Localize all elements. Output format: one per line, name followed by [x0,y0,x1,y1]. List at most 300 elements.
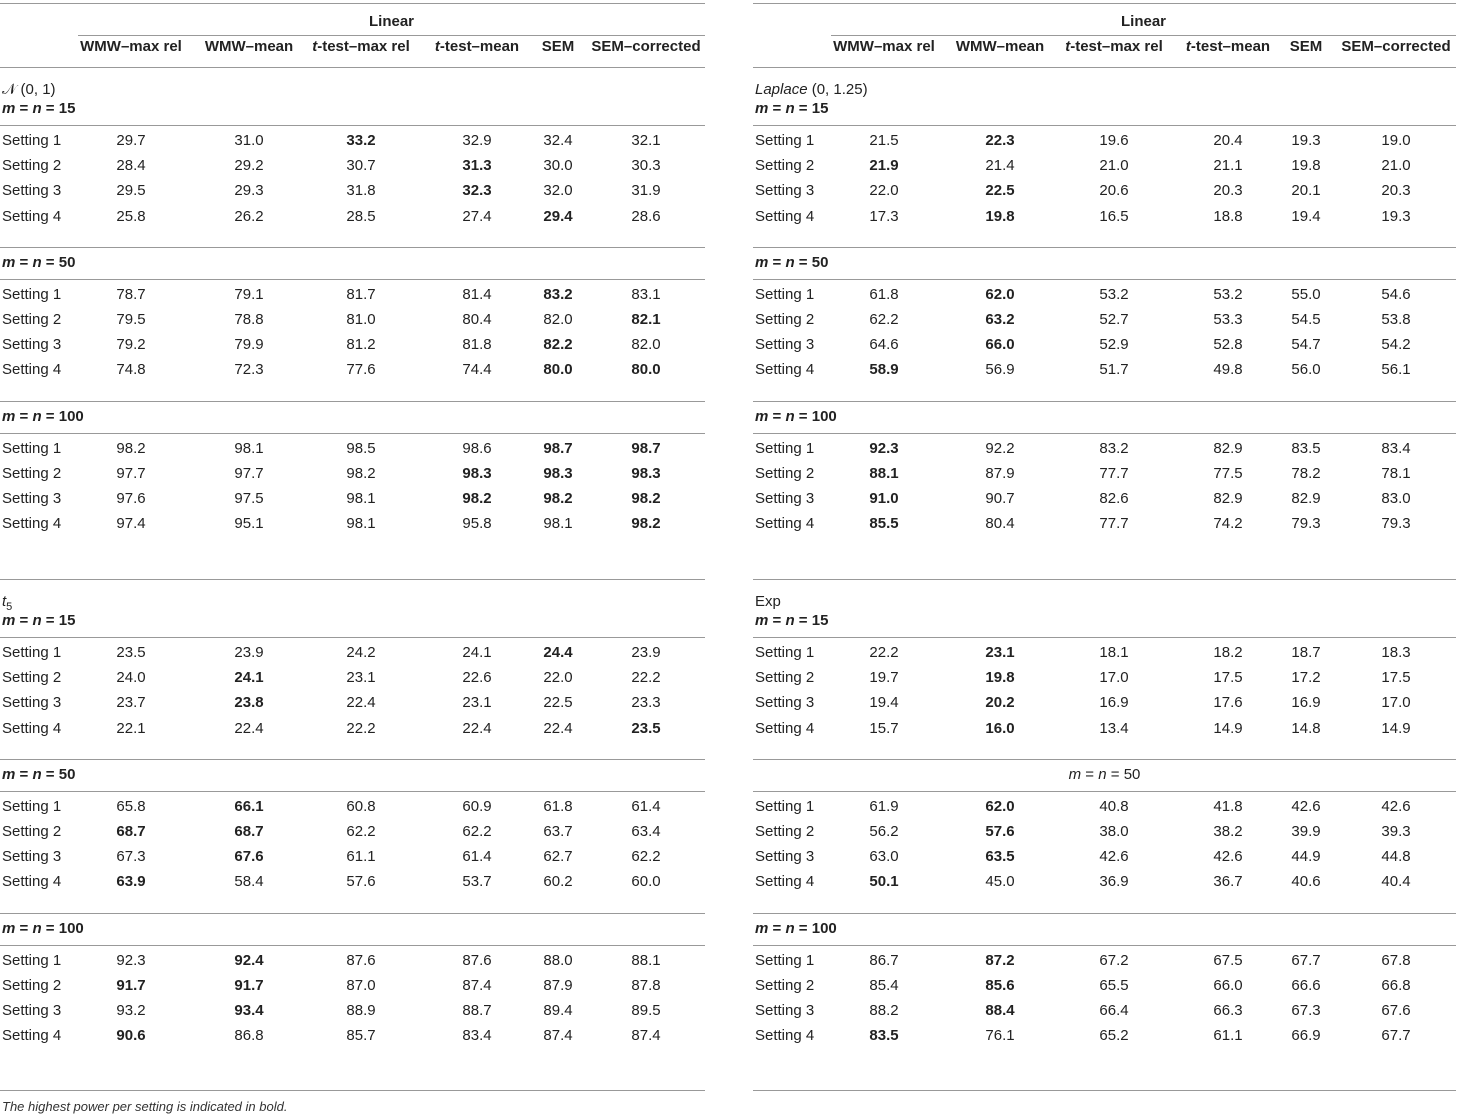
table-cell: 80.4 [462,311,492,328]
group-rule [753,759,1456,760]
distribution-label: $t_5$ [2,593,13,613]
top-rule [0,3,705,4]
column-header: WMW–max rel [833,38,935,55]
table-cell: 23.1 [462,694,492,712]
header-group-rule [78,35,705,36]
table-cell: 66.0 [985,336,1015,354]
table-cell: 66.8 [1381,976,1411,994]
bottom-rule [0,1090,705,1091]
setting-label: Setting 1 [755,439,815,457]
table-cell: 42.6 [1213,848,1243,866]
setting-label: Setting 4 [2,1027,62,1045]
table-cell: 40.4 [1381,873,1411,891]
table-cell: 42.6 [1381,797,1411,815]
table-cell: 98.1 [346,515,376,533]
table-cell: 14.9 [1381,719,1411,737]
table-cell: 77.5 [1213,464,1243,482]
table-cell: 54.2 [1381,336,1411,354]
table-cell: 22.3 [985,132,1015,149]
table-cell: 61.4 [462,848,492,866]
setting-label: Setting 4 [2,719,62,737]
table-cell: 66.1 [234,797,264,815]
table-cell: 20.1 [1291,182,1321,200]
table-cell: 95.8 [462,515,492,533]
setting-label: Setting 2 [755,823,815,840]
table-cell: 62.0 [985,285,1015,303]
table-cell: 32.9 [462,132,492,149]
table-cell: 24.0 [116,669,146,687]
table-cell: 22.0 [869,182,899,200]
table-cell: 32.1 [631,132,661,149]
table-cell: 90.6 [116,1027,146,1045]
table-cell: 16.5 [1099,207,1129,225]
table-cell: 66.3 [1213,1002,1243,1019]
table-cell: 61.1 [1213,1027,1243,1045]
setting-label: Setting 1 [755,285,815,303]
setting-label: Setting 3 [2,694,62,712]
table-cell: 82.0 [631,336,661,354]
setting-label: Setting 1 [755,644,815,661]
setting-label: Setting 3 [2,182,62,200]
table-cell: 20.2 [985,694,1015,712]
column-header: t-test–mean [434,38,520,55]
table-cell: 45.0 [985,873,1015,891]
section-rule [0,579,705,580]
setting-label: Setting 4 [755,207,815,225]
setting-label: Setting 3 [755,848,815,866]
setting-label: Setting 1 [2,644,62,661]
table-cell: 79.1 [234,285,264,303]
setting-label: Setting 4 [755,361,815,379]
table-cell: 62.0 [985,797,1015,815]
table-cell: 68.7 [116,823,146,840]
table-cell: 92.2 [985,439,1015,457]
table-cell: 16.0 [985,719,1015,737]
setting-label: Setting 3 [2,490,62,507]
table-cell: 28.6 [631,207,661,225]
sample-size-label: m = n = 100 [755,919,837,937]
table-cell: 87.4 [543,1027,573,1045]
column-header: WMW–mean [955,38,1045,55]
table-cell: 56.0 [1291,361,1321,379]
table-cell: 83.4 [462,1027,492,1045]
group-rule [0,759,705,760]
table-cell: 61.4 [631,797,661,815]
setting-label: Setting 1 [755,797,815,815]
table-cell: 82.1 [631,311,661,328]
table-cell: 22.1 [116,719,146,737]
table-cell: 98.2 [116,439,146,457]
table-cell: 29.5 [116,182,146,200]
table-cell: 22.4 [543,719,573,737]
sample-size-label: m = n = 15 [2,612,76,629]
table-cell: 63.9 [116,873,146,891]
setting-label: Setting 2 [2,157,62,175]
group-rule [753,913,1456,914]
setting-label: Setting 1 [2,797,62,815]
header-group-linear: Linear [1120,13,1166,30]
table-cell: 31.9 [631,182,661,200]
table-cell: 29.7 [116,132,146,149]
table-cell: 78.8 [234,311,264,328]
table-cell: 92.3 [869,439,899,457]
table-cell: 81.0 [346,311,376,328]
table-cell: 54.7 [1291,336,1321,354]
table-cell: 98.7 [631,439,661,457]
table-cell: 67.7 [1381,1027,1411,1045]
setting-label: Setting 1 [755,132,815,149]
header-rule [0,67,705,68]
table-cell: 85.4 [869,976,899,994]
table-cell: 64.6 [869,336,899,354]
group-header-rule [0,637,705,638]
table-cell: 83.2 [1099,439,1129,457]
table-cell: 86.7 [869,951,899,969]
table-cell: 88.1 [869,464,899,482]
table-cell: 39.9 [1291,823,1321,840]
table-cell: 91.7 [234,976,264,994]
table-cell: 56.2 [869,823,899,840]
table-cell: 54.5 [1291,311,1321,328]
header-rule [753,67,1456,68]
header-group-rule [831,35,1456,36]
table-cell: 56.9 [985,361,1015,379]
table-cell: 65.2 [1099,1027,1129,1045]
table-cell: 13.4 [1099,719,1129,737]
group-rule [753,247,1456,248]
table-cell: 30.7 [346,157,376,175]
distribution-label: 𝒩 (0, 1) [2,81,56,98]
table-cell: 63.0 [869,848,899,866]
table-cell: 49.8 [1213,361,1243,379]
group-header-rule [0,433,705,434]
table-cell: 57.6 [346,873,376,891]
table-cell: 97.5 [234,490,264,507]
table-cell: 63.2 [985,311,1015,328]
setting-label: Setting 1 [2,439,62,457]
table-cell: 97.4 [116,515,146,533]
column-header: t-test–max rel [312,38,410,55]
table-cell: 23.9 [234,644,264,661]
table-cell: 19.4 [1291,207,1321,225]
group-header-rule [753,125,1456,126]
column-header: WMW–mean [204,38,294,55]
table-cell: 82.9 [1291,490,1321,507]
table-cell: 38.2 [1213,823,1243,840]
table-cell: 80.4 [985,515,1015,533]
table-cell: 23.9 [631,644,661,661]
table-cell: 24.4 [543,644,573,661]
table-cell: 82.6 [1099,490,1129,507]
table-cell: 17.6 [1213,694,1243,712]
sample-size-label: m = n = 50 [755,253,829,271]
table-cell: 74.4 [462,361,492,379]
table-cell: 83.1 [631,285,661,303]
bottom-rule [753,1090,1456,1091]
setting-label: Setting 2 [2,976,62,994]
table-cell: 63.5 [985,848,1015,866]
setting-label: Setting 4 [2,873,62,891]
group-header-rule [753,791,1456,792]
table-cell: 32.4 [543,132,573,149]
sample-size-label: m = n = 15 [755,612,829,629]
table-cell: 26.2 [234,207,264,225]
table-cell: 41.8 [1213,797,1243,815]
table-cell: 87.9 [985,464,1015,482]
setting-label: Setting 3 [755,336,815,354]
table-cell: 67.7 [1291,951,1321,969]
table-cell: 82.0 [543,311,573,328]
table-cell: 30.0 [543,157,573,175]
distribution-label: Laplace (0, 1.25) [755,81,868,98]
setting-label: Setting 3 [755,1002,815,1019]
table-cell: 40.8 [1099,797,1129,815]
setting-label: Setting 3 [755,490,815,507]
table-cell: 61.8 [869,285,899,303]
table-cell: 22.5 [543,694,573,712]
sample-size-label: m = n = 50 [2,765,76,783]
table-cell: 53.2 [1213,285,1243,303]
table-cell: 17.0 [1099,669,1129,687]
distribution-label: Exp [755,593,781,610]
table-cell: 81.2 [346,336,376,354]
table-cell: 53.7 [462,873,492,891]
table-cell: 17.2 [1291,669,1321,687]
table-cell: 79.9 [234,336,264,354]
table-cell: 17.5 [1381,669,1411,687]
table-cell: 21.4 [985,157,1015,175]
table-cell: 20.6 [1099,182,1129,200]
table-cell: 87.8 [631,976,661,994]
setting-label: Setting 4 [755,1027,815,1045]
table-cell: 66.4 [1099,1002,1129,1019]
table-cell: 20.3 [1381,182,1411,200]
setting-label: Setting 4 [755,719,815,737]
table-cell: 80.0 [631,361,661,379]
table-cell: 36.7 [1213,873,1243,891]
table-cell: 53.3 [1213,311,1243,328]
table-cell: 79.2 [116,336,146,354]
setting-label: Setting 2 [755,669,815,687]
table-cell: 89.5 [631,1002,661,1019]
sample-size-label: m = n = 100 [2,919,84,937]
table-cell: 79.3 [1381,515,1411,533]
table-cell: 98.2 [346,464,376,482]
table-cell: 54.6 [1381,285,1411,303]
table-cell: 88.1 [631,951,661,969]
column-header: WMW–max rel [80,38,182,55]
setting-label: Setting 2 [2,311,62,328]
group-header-rule [0,125,705,126]
sample-size-label: m = n = 100 [755,407,837,425]
table-cell: 82.9 [1213,439,1243,457]
table-cell: 14.8 [1291,719,1321,737]
table-cell: 32.3 [462,182,492,200]
table-cell: 23.1 [346,669,376,687]
section-rule [753,579,1456,580]
table-cell: 67.6 [1381,1002,1411,1019]
table-cell: 72.3 [234,361,264,379]
table-cell: 67.2 [1099,951,1129,969]
table-cell: 98.1 [346,490,376,507]
table-cell: 67.6 [234,848,264,866]
table-cell: 68.7 [234,823,264,840]
table-cell: 39.3 [1381,823,1411,840]
table-cell: 62.7 [543,848,573,866]
table-cell: 36.9 [1099,873,1129,891]
table-cell: 82.9 [1213,490,1243,507]
table-cell: 98.2 [462,490,492,507]
header-group-linear: Linear [368,13,414,30]
table-cell: 31.8 [346,182,376,200]
table-cell: 67.3 [116,848,146,866]
table-cell: 22.4 [346,694,376,712]
table-cell: 19.3 [1291,132,1321,149]
setting-label: Setting 1 [755,951,815,969]
table-cell: 85.6 [985,976,1015,994]
sample-size-label: m = n = 100 [2,407,84,425]
table-cell: 50.1 [869,873,899,891]
table-cell: 19.4 [869,694,899,712]
table-cell: 60.0 [631,873,661,891]
table-cell: 44.8 [1381,848,1411,866]
table-cell: 87.4 [462,976,492,994]
table-cell: 95.1 [234,515,264,533]
top-rule [753,3,1456,4]
table-cell: 87.6 [346,951,376,969]
table-cell: 92.3 [116,951,146,969]
table-cell: 79.5 [116,311,146,328]
table-cell: 60.8 [346,797,376,815]
table-cell: 76.1 [985,1027,1015,1045]
table-cell: 18.7 [1291,644,1321,661]
table-cell: 98.3 [631,464,661,482]
sample-size-label: m = n = 15 [2,100,76,117]
table-cell: 78.7 [116,285,146,303]
table-cell: 98.7 [543,439,573,457]
table-cell: 83.0 [1381,490,1411,507]
table-cell: 21.1 [1213,157,1243,175]
table-cell: 21.0 [1099,157,1129,175]
table-cell: 19.8 [1291,157,1321,175]
group-rule [0,913,705,914]
table-cell: 86.8 [234,1027,264,1045]
table-cell: 89.4 [543,1002,573,1019]
table-cell: 88.4 [985,1002,1015,1019]
setting-label: Setting 2 [755,157,815,175]
table-cell: 98.6 [462,439,492,457]
setting-label: Setting 3 [755,694,815,712]
table-cell: 91.7 [116,976,146,994]
group-header-rule [753,945,1456,946]
setting-label: Setting 3 [2,848,62,866]
table-cell: 66.9 [1291,1027,1321,1045]
setting-label: Setting 1 [2,285,62,303]
column-header: t-test–max rel [1065,38,1163,55]
setting-label: Setting 4 [2,515,62,533]
table-cell: 27.4 [462,207,492,225]
table-cell: 38.0 [1099,823,1129,840]
table-cell: 16.9 [1291,694,1321,712]
table-cell: 88.2 [869,1002,899,1019]
table-cell: 83.5 [1291,439,1321,457]
table-cell: 93.2 [116,1002,146,1019]
table-cell: 28.5 [346,207,376,225]
table-cell: 67.8 [1381,951,1411,969]
setting-label: Setting 2 [2,464,62,482]
table-cell: 44.9 [1291,848,1321,866]
table-cell: 92.4 [234,951,264,969]
table-cell: 19.6 [1099,132,1129,149]
table-cell: 21.5 [869,132,899,149]
table-cell: 58.9 [869,361,899,379]
table-cell: 61.8 [543,797,573,815]
table-cell: 98.2 [543,490,573,507]
group-rule [753,401,1456,402]
table-cell: 29.3 [234,182,264,200]
table-cell: 18.8 [1213,207,1243,225]
table-cell: 98.2 [631,515,661,533]
table-cell: 65.5 [1099,976,1129,994]
table-cell: 60.2 [543,873,573,891]
table-cell: 22.4 [462,719,492,737]
setting-label: Setting 2 [2,669,62,687]
table-cell: 31.0 [234,132,264,149]
table-cell: 18.3 [1381,644,1411,661]
column-header: SEM [541,38,575,55]
table-cell: 98.3 [543,464,573,482]
table-cell: 22.0 [543,669,573,687]
table-cell: 66.0 [1213,976,1243,994]
table-cell: 98.5 [346,439,376,457]
group-header-rule [0,791,705,792]
table-cell: 23.5 [116,644,146,661]
table-cell: 88.7 [462,1002,492,1019]
table-cell: 83.2 [543,285,573,303]
table-cell: 55.0 [1291,285,1321,303]
table-cell: 21.0 [1381,157,1411,175]
table-cell: 88.0 [543,951,573,969]
table-cell: 63.7 [543,823,573,840]
table-cell: 74.8 [116,361,146,379]
table-cell: 22.5 [985,182,1015,200]
group-header-rule [0,279,705,280]
table-cell: 51.7 [1099,361,1129,379]
group-header-rule [753,279,1456,280]
group-header-rule [753,433,1456,434]
table-cell: 19.8 [985,207,1015,225]
table-cell: 19.3 [1381,207,1411,225]
table-cell: 98.2 [631,490,661,507]
table-cell: 77.7 [1099,464,1129,482]
table-cell: 20.4 [1213,132,1243,149]
table-cell: 17.3 [869,207,899,225]
table-cell: 23.5 [631,719,661,737]
table-cell: 97.7 [116,464,146,482]
setting-label: Setting 4 [755,515,815,533]
table-cell: 40.6 [1291,873,1321,891]
setting-label: Setting 3 [2,336,62,354]
table-cell: 81.8 [462,336,492,354]
table-cell: 21.9 [869,157,899,175]
table-cell: 53.2 [1099,285,1129,303]
setting-label: Setting 2 [2,823,62,840]
table-cell: 29.4 [543,207,573,225]
setting-label: Setting 4 [2,361,62,379]
table-cell: 23.3 [631,694,661,712]
table-cell: 98.1 [234,439,264,457]
table-cell: 53.8 [1381,311,1411,328]
